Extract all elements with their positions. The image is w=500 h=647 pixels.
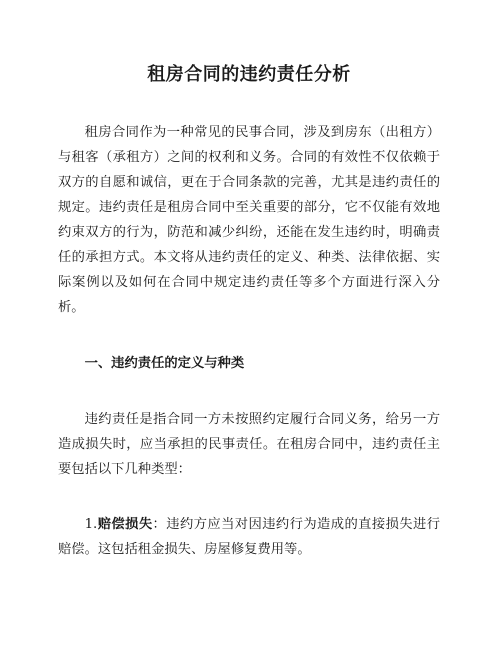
document-title: 租房合同的违约责任分析 <box>147 64 351 85</box>
intro-paragraph: 租房合同作为一种常见的民事合同，涉及到房东（出租方）与租客（承租方）之间的权利和义务。合同的有效性不仅依赖于双方的自愿和诚信，更在于合同条款的完善，尤其是违约责任的规定。违约责任是租房合同中至关重要的部分，它不仅能有效地约束双方的行为，防范和减少纠纷，还能在发生违约时，明确责任的承担方式。本文将从违约责任的定义、种类、法律依据、实际案例以及如何在合同中规定违约责任等多个方面进行深入分析。 <box>58 125 440 315</box>
list-item-compensation <box>58 512 440 562</box>
section-heading: 一、违约责任的定义与种类 <box>84 356 245 371</box>
list-item-text: 违约方应当对因违约行为造成的直接损失进行赔偿。这包括租金损失、房屋修复费用等。 <box>58 517 441 557</box>
list-item-label: 赔偿损失 <box>97 517 153 532</box>
definition-paragraph: 违约责任是指合同一方未按照约定履行合同义务，给另一方造成损失时，应当承担的民事责任。在租房合同中，违约责任主要包括以下几种类型： <box>58 412 440 477</box>
list-item-number: 1. <box>84 517 98 532</box>
list-item-colon: ： <box>152 517 167 532</box>
